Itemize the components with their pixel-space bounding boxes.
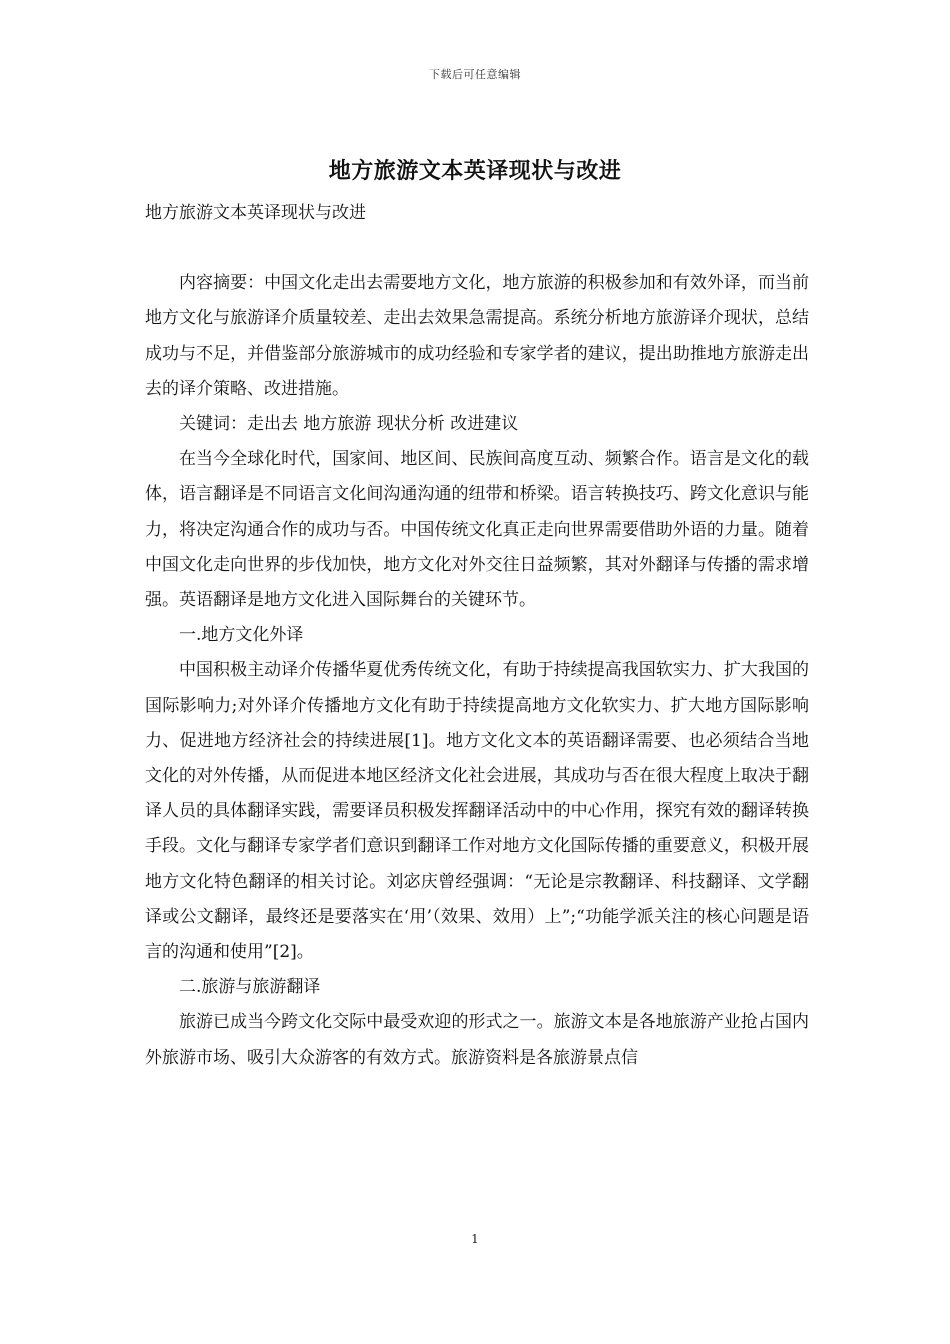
section-heading-2: 二.旅游与旅游翻译 xyxy=(179,977,321,998)
section-1-paragraph: 中国积极主动译介传播华夏优秀传统文化，有助于持续提高我国软实力、扩大我国的国际影响力;对外译介传播地方文化有助于持续提高地方文化软实力、扩大地方国际影响力、促进地方经济社会的持续进展[1]。地方文化文本的英语翻译需要、也必须结合当地文化的对外传播，从而促进本地区经济文化社会进展，其成功与否在很大程度上取决于翻译人员的具体翻译实践，需要译员积极发挥翻译活动中的中心作用，探究有效的翻译转换手段。文化与翻译专家学者们意识到翻译工作对地方文化国际传播的重要意义，积极开展地方文化特色翻译的相关讨论。刘宓庆曾经强调：“无论是宗教翻译、科技翻译、文学翻译或公文翻译，最终还是要落实在‘用’（效果、效用）上”;“功能学派关注的核心问题是语言的沟通和使用”[2]。 xyxy=(145,660,809,963)
blank-line xyxy=(145,231,809,266)
document-body xyxy=(145,196,809,1076)
abstract-paragraph: 内容摘要：中国文化走出去需要地方文化，地方旅游的积极参加和有效外译，而当前地方文化与旅游译介质量较差、走出去效果急需提高。系统分析地方旅游译介现状，总结成功与不足，并借鉴部分旅游城市的成功经验和专家学者的建议，提出助推地方旅游走出去的译介策略、改进措施。 xyxy=(145,273,809,399)
document-subtitle: 地方旅游文本英译现状与改进 xyxy=(145,203,366,223)
page-number: 1 xyxy=(471,1232,479,1246)
document-title: 地方旅游文本英译现状与改进 xyxy=(328,158,622,184)
section-heading-1: 一.地方文化外译 xyxy=(179,625,304,646)
header-note: 下载后可任意编辑 xyxy=(429,68,521,81)
intro-paragraph: 在当今全球化时代，国家间、地区间、民族间高度互动、频繁合作。语言是文化的载体，语言翻译是不同语言文化间沟通沟通的纽带和桥梁。语言转换技巧、跨文化意识与能力，将决定沟通合作的成功与否。中国传统文化真正走向世界需要借助外语的力量。随着中国文化走向世界的步伐加快，地方文化对外交往日益频繁，其对外翻译与传播的需求增强。英语翻译是地方文化进入国际舞台的关键环节。 xyxy=(145,449,809,611)
section-2-paragraph: 旅游已成当今跨文化交际中最受欢迎的形式之一。旅游文本是各地旅游产业抢占国内外旅游市场、吸引大众游客的有效方式。旅游资料是各旅游景点信 xyxy=(145,1012,809,1068)
keywords-paragraph: 关键词：走出去 地方旅游 现状分析 改进建议 xyxy=(179,414,519,435)
